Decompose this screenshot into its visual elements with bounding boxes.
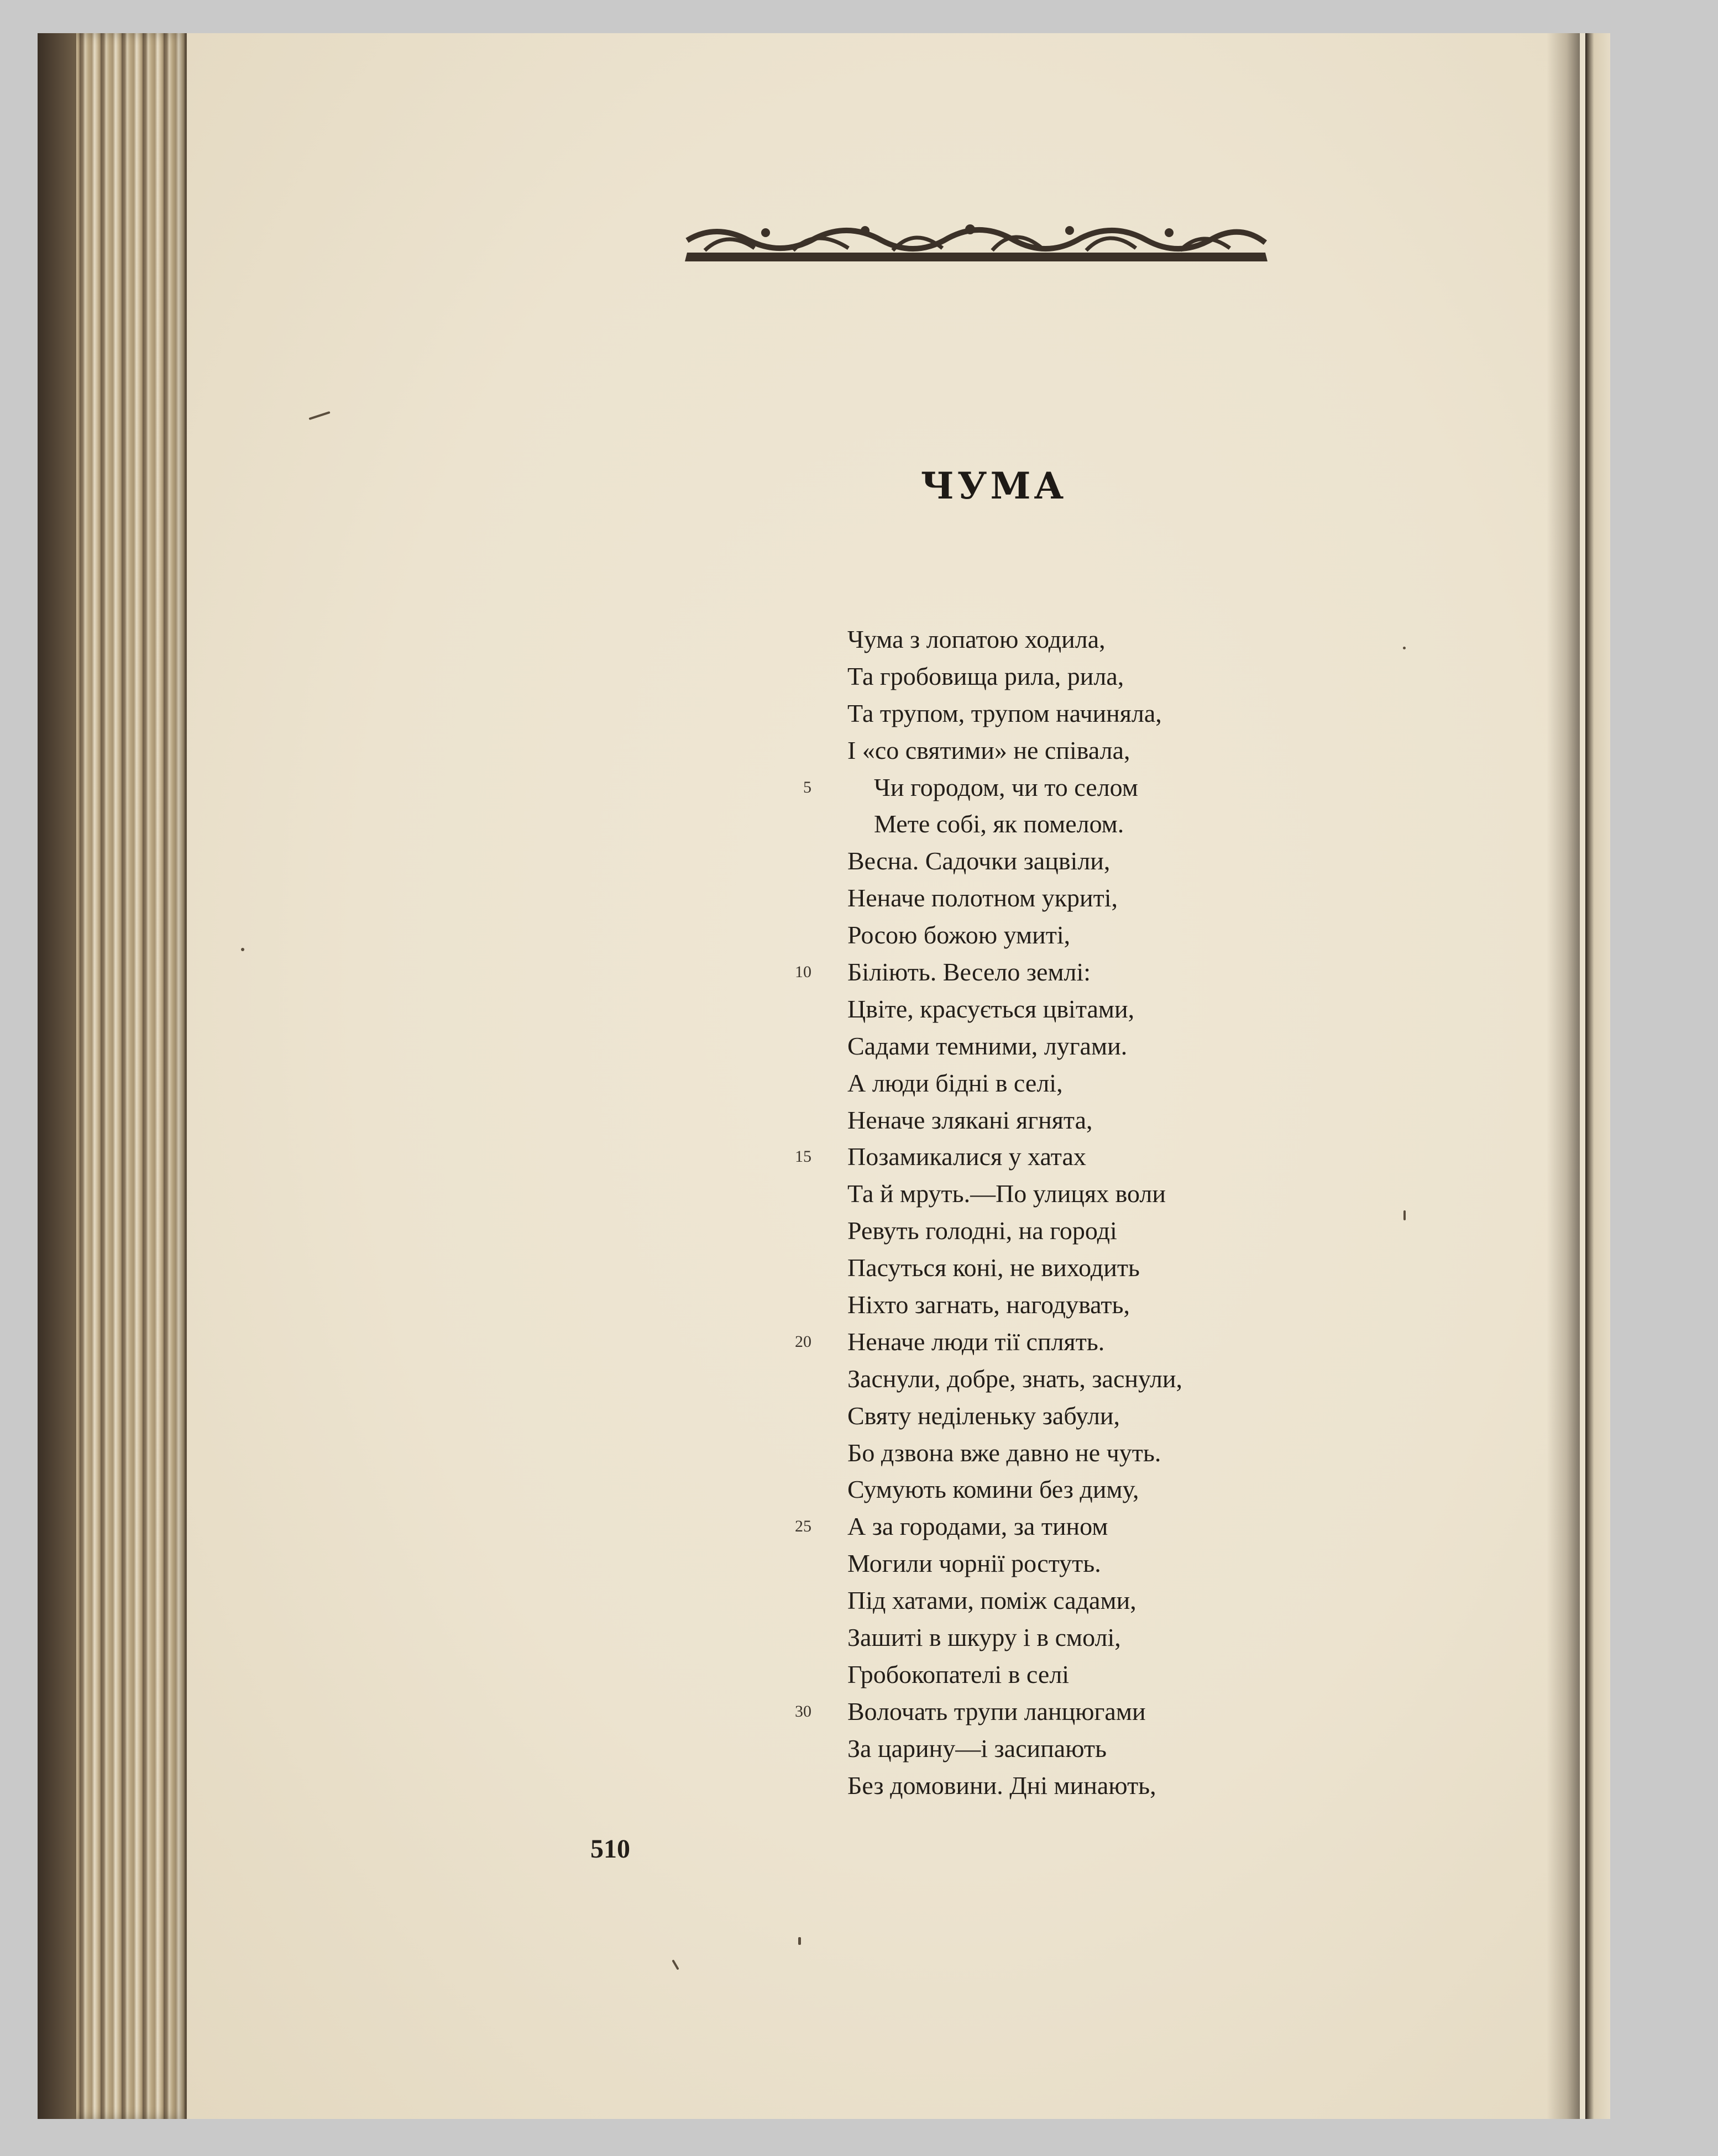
poem-line <box>847 1730 1182 1767</box>
poem-line-text: Без домовини. Дні минають, <box>847 1771 1156 1800</box>
poem-line-text: Та й мруть.—По улицях воли <box>847 1179 1166 1208</box>
poem-line-text: Та гробовища рила, рила, <box>847 662 1124 690</box>
poem-line-text: Чи городом, чи то селом <box>874 773 1138 801</box>
poem-line-text: Святу неділеньку забули, <box>847 1401 1120 1430</box>
paper-speck <box>1403 1210 1406 1220</box>
paper-speck <box>1403 647 1406 649</box>
poem-line-text: Ніхто загнать, нагодувать, <box>847 1291 1130 1319</box>
facing-page-edge <box>1585 33 1610 2119</box>
poem-line <box>803 769 1182 806</box>
page-number: 510 <box>590 1834 630 1864</box>
poem-line <box>795 1508 1182 1545</box>
poem-line-text: Та трупом, трупом начиняла, <box>847 699 1162 727</box>
line-number: 25 <box>795 1517 811 1536</box>
poem-line-text: Росою божою умиті, <box>847 921 1071 950</box>
poem-line <box>847 658 1182 695</box>
poem-line-text: Заснули, добре, знать, заснули, <box>847 1364 1183 1393</box>
poem-line-text: Ревуть голодні, на городі <box>847 1216 1117 1245</box>
poem-line <box>847 991 1182 1028</box>
poem-line <box>847 917 1182 954</box>
poem-line-text: Бо дзвона вже давно не чуть. <box>847 1438 1161 1467</box>
decorative-ornament-band <box>683 218 1270 268</box>
poem-line-text: Чума з лопатою ходила, <box>847 625 1106 653</box>
poem-line <box>847 1619 1182 1656</box>
poem-line <box>847 843 1182 880</box>
spine-gutter-shadow <box>1547 33 1580 2119</box>
poem-line <box>847 1767 1182 1804</box>
poem-line <box>847 880 1182 917</box>
poem-title: ЧУМА <box>920 464 1067 507</box>
poem-line <box>847 1435 1182 1472</box>
poem-line-text: Неначе люди тії сплять. <box>847 1327 1105 1356</box>
poem-line <box>847 1287 1182 1324</box>
line-number: 20 <box>795 1332 811 1351</box>
poem-line-text: Пасуться коні, не виходить <box>847 1253 1140 1282</box>
poem-line-text: І «со святими» не співала, <box>847 736 1130 764</box>
scanned-page <box>38 33 1610 2119</box>
poem-line-text: Мете собі, як помелом. <box>874 810 1124 838</box>
paper-speck <box>241 948 244 951</box>
poem-line <box>847 1361 1182 1398</box>
line-number: 10 <box>795 963 811 982</box>
poem-line-text: Зашиті в шкуру і в смолі, <box>847 1623 1121 1652</box>
poem-line <box>847 1250 1182 1287</box>
poem-line-text: А за городами, за тином <box>847 1512 1108 1541</box>
poem-line <box>795 954 1182 991</box>
line-number: 5 <box>803 778 811 796</box>
poem-line <box>795 1324 1182 1361</box>
poem-line <box>847 1656 1182 1693</box>
poem-line-text: А люди бідні в селі, <box>847 1068 1063 1097</box>
poem-line-text: Волочать трупи ланцюгами <box>847 1697 1146 1725</box>
poem-line <box>847 1176 1182 1213</box>
poem-line <box>847 1102 1182 1139</box>
poem-line-text: Позамикалися у хатах <box>847 1142 1086 1171</box>
poem-line-text: Могили чорнії ростуть. <box>847 1549 1101 1578</box>
line-number: 30 <box>795 1702 811 1720</box>
poem-line-text: За царину—і засипають <box>847 1734 1107 1762</box>
poem-line-text: Неначе полотном укриті, <box>847 884 1118 912</box>
poem-line <box>795 1139 1182 1176</box>
poem-line-text: Сумують комини без диму, <box>847 1475 1139 1504</box>
poem-line <box>847 732 1182 769</box>
poem-line <box>847 1065 1182 1102</box>
poem-line-text: Неначе злякані ягнята, <box>847 1105 1093 1134</box>
poem-line-text: Садами темними, лугами. <box>847 1031 1128 1060</box>
poem-line-text: Під хатами, поміж садами, <box>847 1586 1136 1615</box>
poem-line <box>847 621 1182 658</box>
poem-line-text: Весна. Садочки зацвіли, <box>847 847 1111 875</box>
line-number: 15 <box>795 1147 811 1166</box>
poem-line <box>847 1582 1182 1619</box>
poem-line-text: Гробокопателі в селі <box>847 1660 1070 1688</box>
poem-line-text: Біліють. Весело землі: <box>847 958 1091 987</box>
paper-speck <box>798 1937 801 1945</box>
poem-line <box>847 1398 1182 1435</box>
poem-line <box>795 1693 1182 1730</box>
poem-line <box>847 695 1182 732</box>
poem-line-text: Цвіте, красується цвітами, <box>847 994 1135 1023</box>
poem-line <box>847 1028 1182 1065</box>
poem-line <box>847 1471 1182 1508</box>
poem-line <box>847 1545 1182 1582</box>
book-page-edges <box>38 33 187 2119</box>
poem-line <box>847 1213 1182 1250</box>
poem-line <box>847 806 1182 843</box>
poem-text <box>795 621 1183 1804</box>
